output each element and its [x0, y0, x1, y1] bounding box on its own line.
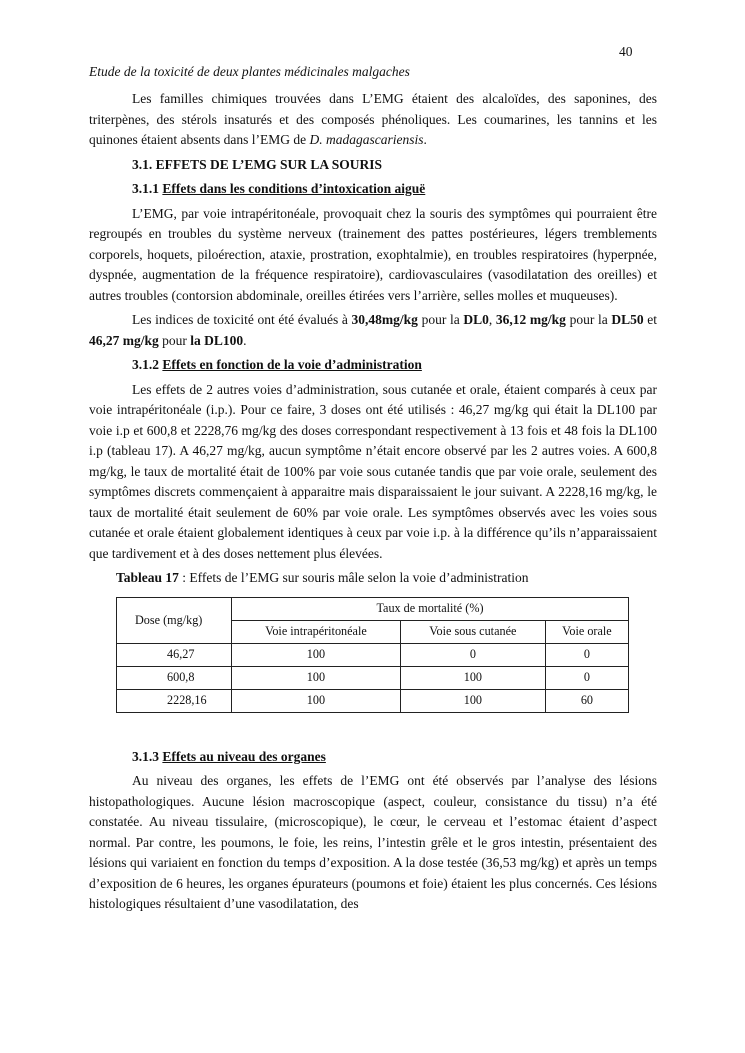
- section-title: Effets dans les conditions d’intoxication aiguë: [162, 181, 426, 196]
- value-cell: 60: [545, 689, 628, 712]
- section-number: 3.1.1: [132, 181, 159, 196]
- page-number: 40: [619, 44, 633, 59]
- value-cell: 0: [545, 666, 628, 689]
- intro-paragraph: [89, 89, 657, 151]
- column-header: Voie intrapéritonéale: [232, 620, 401, 643]
- text-run: pour la: [565, 312, 612, 327]
- intro-end: .: [423, 132, 427, 147]
- value-cell: 100: [232, 689, 401, 712]
- document-body: [89, 89, 657, 915]
- administration-route-paragraph: Les effets de 2 autres voies d’administration, sous cutanée et orale, étaient comparés à ceux par voie intrapéritonéale (i.p.). Pour ce faire, 3 doses ont été utilisés : 46,27 mg/kg qui était la DL100 par voie i.p et 600,8 et 2228,76 mg/kg des doses correspondant respectivement à 13 fois et 48 fois la DL100 i.p (tableau 17). A 46,27 mg/kg, aucun symptôme n’était encore observé par les 2 autres voies. A 600,8 mg/kg, le taux de mortalité était de 100% par voie sous cutanée tandis que par voie orale, seulement des symptômes discrets commençaient à apparaitre mais disparaissaient le jour suivant. A 2228,16 mg/kg, le taux de mortalité était seulement de 60% par voie orale. Les symptômes observés avec les voies sous cutanée et orale étaient globalement identiques à ceux par voie i.p. à la différence qu’ils n’apparaissaient que tardivement et à des doses nettement plus élevées.: [89, 381, 657, 561]
- text-run: ,: [488, 312, 496, 327]
- section-number: 3.1.2: [132, 357, 159, 372]
- species-name: D. madagascariensis: [309, 132, 424, 147]
- section-number: 3.1.3: [132, 748, 159, 764]
- mortality-table: [116, 597, 629, 713]
- intro-text: Les familles chimiques trouvées dans L’EMG étaient des alcaloïdes, des saponines, des triterpènes, des stérols insaturés et des composés phénoliques. Les coumarines, les tannins et les quinones étaient absents dans l’EMG de: [89, 91, 657, 147]
- dose-column-header: Dose (mg/kg): [117, 597, 232, 643]
- running-header: Etude de la toxicité de deux plantes médicinales malgaches: [89, 64, 410, 79]
- dl100-label: la DL100: [190, 332, 244, 348]
- mortality-group-header: Taux de mortalité (%): [232, 597, 629, 620]
- text-run: .: [243, 332, 247, 348]
- spacer: [89, 713, 657, 743]
- section-title: Effets en fonction de la voie d’administration: [162, 357, 422, 372]
- value-cell: 100: [232, 643, 401, 666]
- table-row: [117, 666, 629, 689]
- dl50-label: DL50: [611, 312, 644, 327]
- dose-cell: 600,8: [117, 666, 232, 689]
- dose-cell: 2228,16: [117, 689, 232, 712]
- column-header: Voie sous cutanée: [400, 620, 545, 643]
- dl100-value: 46,27 mg/kg: [89, 332, 159, 348]
- text-run: Les indices de toxicité ont été évalués à: [132, 312, 352, 327]
- section-heading-3-1-2: [132, 355, 657, 376]
- value-cell: 100: [232, 666, 401, 689]
- section-heading-3-1-1: [132, 179, 657, 200]
- dl50-value: 36,12 mg/kg: [495, 312, 566, 327]
- value-cell: 0: [545, 643, 628, 666]
- section-heading-3-1-3: [132, 747, 657, 768]
- value-cell: 0: [400, 643, 545, 666]
- text-run: pour la: [417, 312, 464, 327]
- table-row: [117, 643, 629, 666]
- dl0-value: 30,48mg/kg: [351, 312, 418, 327]
- section-heading-3-1: 3.1. EFFETS DE L’EMG SUR LA SOURIS: [132, 156, 383, 172]
- table-caption: [116, 568, 657, 589]
- table-caption-text: : Effets de l’EMG sur souris mâle selon la voie d’administration: [178, 570, 529, 585]
- toxicity-indices-paragraph: [89, 310, 657, 351]
- column-header: Voie orale: [545, 620, 628, 643]
- text-run: et: [643, 312, 657, 327]
- value-cell: 100: [400, 689, 545, 712]
- organ-effects-paragraph: Au niveau des organes, les effets de l’EMG ont été observés par l’analyse des lésions histopathologiques. Aucune lésion macroscopique (aspect, couleur, consistance du tissu) n’a été constatée. Au niveau tissulaire, (microscopique), le cœur, le cerveau et l’estomac étaient d’aspect normal. Par contre, les poumons, le foie, les reins, l’intestin grêle et le gros intestin, présentaient des lésions qui variaient en fonction du temps d’exposition. A la dose testée (36,53 mg/kg) et après un temps d’exposition de 6 heures, les organes épurateurs (poumons et foie) étaient les plus concernés. Ces lésions histologiques résultaient d’une vasodilatation, des: [89, 773, 657, 911]
- value-cell: 100: [400, 666, 545, 689]
- section-title: Effets au niveau des organes: [162, 748, 326, 764]
- acute-symptoms-paragraph: L’EMG, par voie intrapéritonéale, provoquait chez la souris des symptômes qui pourraient être regroupés en troubles du système nerveux (trainement des pattes postérieures, légers tremblements corporels, hoquets, piloérection, ataxie, prostration, exophtalmie), en troubles respiratoires (hyperpnée, dyspnée, augmentation de la fréquence respiratoire), cardiovasculaires (vasodilatation des oreilles) et autres troubles (contorsion abdominale, oreilles étirées vers l’arrière, selles molles et muqueuses).: [89, 205, 657, 303]
- dose-cell: 46,27: [117, 643, 232, 666]
- table-header-row: [117, 597, 629, 620]
- text-run: pour: [158, 332, 191, 348]
- table-caption-label: Tableau 17: [116, 570, 179, 585]
- dl0-label: DL0: [463, 312, 489, 327]
- table-row: [117, 689, 629, 712]
